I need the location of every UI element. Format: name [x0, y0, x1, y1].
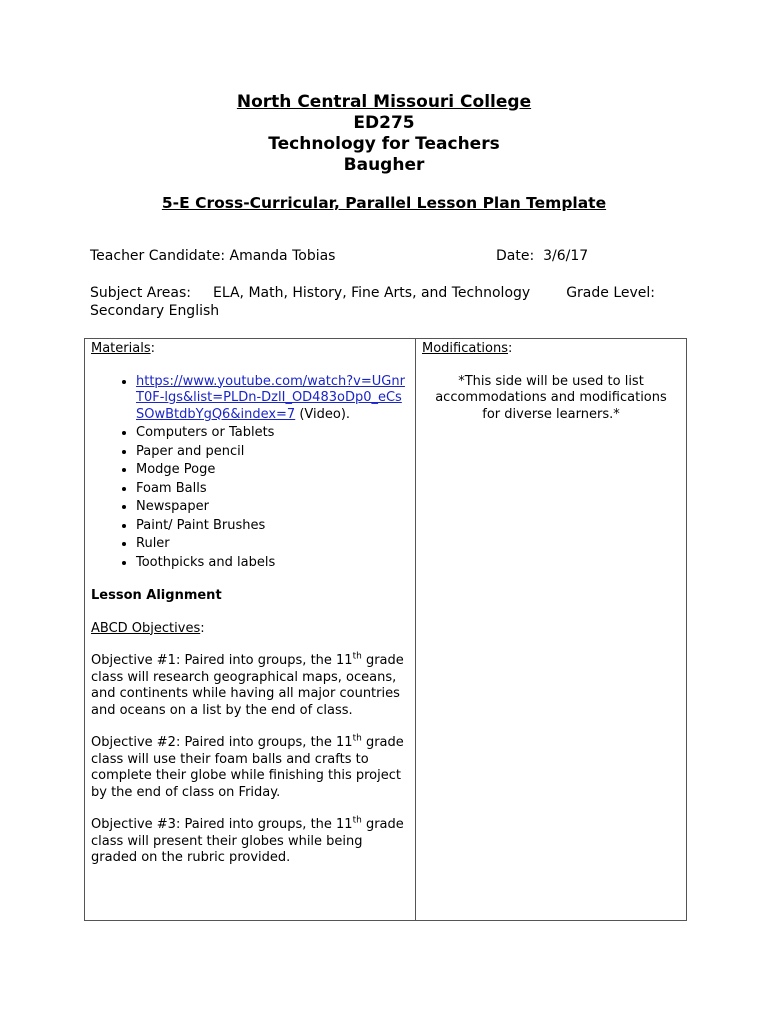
modifications-note: *This side will be used to list accommodations and modifications for diverse learners.*: [435, 373, 667, 422]
date-value: 3/6/17: [543, 248, 589, 264]
subject-row: [90, 284, 660, 320]
document-subtitle: 5-E Cross-Curricular, Parallel Lesson Plan Template: [161, 194, 607, 212]
grade-label: Grade Level:: [566, 285, 655, 301]
list-item: • Ruler: [136, 536, 409, 553]
college-name: North Central Missouri College: [236, 92, 532, 112]
modifications-heading: Modifications: [422, 341, 509, 356]
list-item: • Paint/ Paint Brushes: [136, 518, 409, 535]
modifications-cell: Modifications: *This side will be used to list accommodations and modifications for diverse learners.*: [416, 339, 687, 921]
subject-label: Subject Areas:: [90, 285, 192, 301]
list-item: • Paper and pencil: [136, 444, 409, 461]
grade-value: Secondary English: [90, 303, 220, 319]
date-label: Date:: [496, 248, 535, 264]
objective-2: Objective #2: Paired into groups, the 11th grade class will use their foam balls and crafts to complete their globe while finishing this project by the end of class on Friday.: [91, 733, 404, 800]
objective-1: Objective #1: Paired into groups, the 11th grade class will research geographical maps, oceans, and continents while having all major countries and oceans on a list by the end of class.: [91, 651, 404, 718]
abcd-heading: ABCD Objectives: [91, 620, 201, 636]
list-item: • Newspaper: [136, 499, 409, 516]
instructor-name: Baugher: [343, 155, 425, 175]
video-link-suffix: (Video).: [295, 406, 351, 422]
lesson-alignment-title: Lesson Alignment: [91, 588, 222, 603]
list-item: • Modge Poge: [136, 462, 409, 479]
materials-cell: Materials: • https://www.youtube.com/watch?v=UGnrT0F-lgs&list=PLDn-DzlI_OD483oDp0_eCsSOwBtdbYgQ6&index=7 (Video). • Computers or Tablets • Paper and pencil • Modge Poge • Foam Balls • Newspaper • Paint/ Paint Brushes • Ruler • Toothpicks and labels Lesson Alignment ABCD Objectives: Objective #1: Paired into groups, the 11th grade class will research geographical maps, oceans, and continents while having all major countries and oceans on a list by the end of class. Objective #2: Paired into groups, the 11th grade class will use their foam balls and crafts to complete their globe while finishing this project by the end of class on Friday. Objective #3: Paired into groups, the 11th grade class will present their globes while being graded on the rubric provided.: [85, 339, 416, 921]
list-item: [136, 374, 409, 424]
course-title: Technology for Teachers: [268, 134, 500, 154]
lesson-plan-table: [84, 338, 687, 921]
teacher-label: Teacher Candidate:: [90, 248, 226, 264]
teacher-row: [90, 247, 589, 265]
materials-list: [91, 374, 409, 572]
date-field: [496, 247, 588, 265]
course-code: ED275: [353, 113, 415, 133]
document-header: [0, 92, 768, 176]
objective-3: Objective #3: Paired into groups, the 11th grade class will present their globes while being graded on the rubric provided.: [91, 815, 404, 865]
list-item: • Computers or Tablets: [136, 425, 409, 442]
video-link[interactable]: https://www.youtube.com/watch?v=UGnrT0F-lgs&list=PLDn-DzlI_OD483oDp0_eCsSOwBtdbYgQ6&index=7: [136, 373, 405, 422]
subject-value: ELA, Math, History, Fine Arts, and Technology: [213, 285, 531, 301]
materials-heading: Materials: [91, 341, 151, 356]
list-item: • Foam Balls: [136, 481, 409, 498]
list-item: • Toothpicks and labels: [136, 555, 409, 572]
teacher-name: Amanda Tobias: [229, 248, 336, 264]
